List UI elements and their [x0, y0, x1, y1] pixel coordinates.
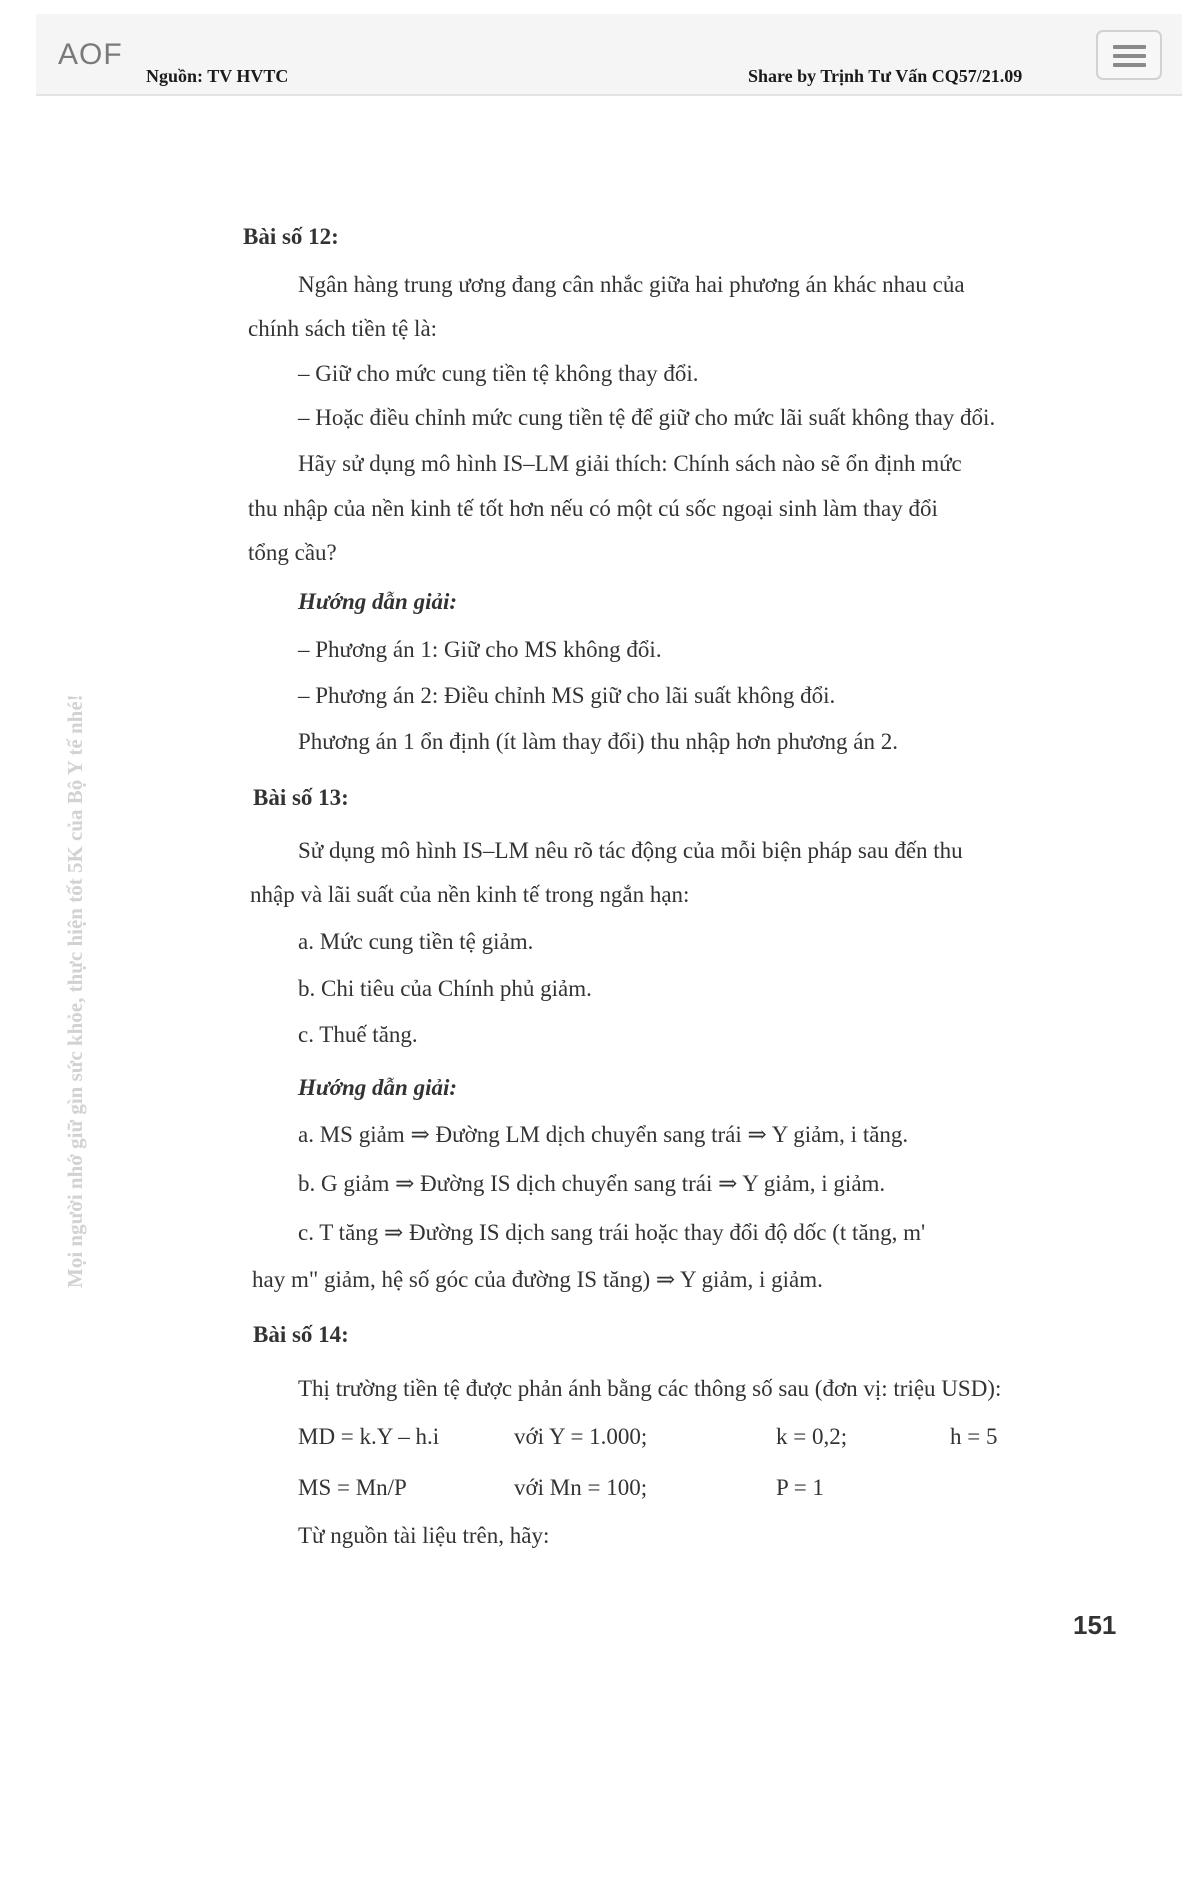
- formula-condition: h = 5: [950, 1424, 998, 1449]
- formula-condition: P = 1: [776, 1475, 824, 1500]
- option-line: – Giữ cho mức cung tiền tệ không thay đổi.: [298, 361, 699, 386]
- formula-condition: k = 0,2;: [776, 1424, 848, 1449]
- option-line: – Hoặc điều chỉnh mức cung tiền tệ để giữ cho mức lãi suất không thay đổi.: [298, 405, 996, 430]
- list-item: a. Mức cung tiền tệ giảm.: [298, 929, 534, 954]
- menu-bar-line: [1113, 63, 1146, 67]
- guide-heading: Hướng dẫn giải:: [298, 589, 458, 614]
- formula-condition: với Mn = 100;: [514, 1475, 648, 1500]
- list-item: c. Thuế tăng.: [298, 1022, 418, 1047]
- paragraph-line: Từ nguồn tài liệu trên, hãy:: [298, 1523, 550, 1548]
- guide-line: – Phương án 2: Điều chỉnh MS giữ cho lãi suất không đổi.: [298, 683, 836, 708]
- paragraph-line: chính sách tiền tệ là:: [248, 316, 438, 341]
- hamburger-menu-icon[interactable]: [1096, 30, 1162, 80]
- exercise-13-title: Bài số 13:: [253, 785, 349, 810]
- aof-logo[interactable]: AOF: [58, 38, 123, 71]
- side-watermark: Mọi người nhớ giữ gìn sức khỏe, thực hiện tốt 5K của Bộ Y tế nhé!: [63, 694, 87, 1288]
- paragraph-line: nhập và lãi suất của nền kinh tế trong ngắn hạn:: [250, 882, 690, 907]
- exercise-12-title: Bài số 12:: [243, 224, 339, 249]
- header-bar: [36, 14, 1182, 96]
- guide-line: a. MS giảm ⇒ Đường LM dịch chuyển sang trái ⇒ Y giảm, i tăng.: [298, 1122, 909, 1147]
- share-credit: Share by Trịnh Tư Vấn CQ57/21.09: [748, 66, 1023, 86]
- question-line: Hãy sử dụng mô hình IS–LM giải thích: Chính sách nào sẽ ổn định mức: [298, 451, 962, 476]
- paragraph-line: Ngân hàng trung ương đang cân nhắc giữa hai phương án khác nhau của: [298, 272, 965, 297]
- source-label: Nguồn: TV HVTC: [146, 66, 289, 86]
- guide-line: – Phương án 1: Giữ cho MS không đổi.: [298, 637, 662, 662]
- guide-line: c. T tăng ⇒ Đường IS dịch sang trái hoặc thay đổi độ dốc (t tăng, m': [298, 1220, 926, 1245]
- question-line: thu nhập của nền kinh tế tốt hơn nếu có một cú sốc ngoại sinh làm thay đổi: [248, 496, 938, 521]
- guide-line: b. G giảm ⇒ Đường IS dịch chuyển sang trái ⇒ Y giảm, i giảm.: [298, 1171, 886, 1196]
- page-number: 151: [1073, 1610, 1117, 1640]
- formula-condition: với Y = 1.000;: [514, 1424, 648, 1449]
- guide-line: hay m" giảm, hệ số góc của đường IS tăng) ⇒ Y giảm, i giảm.: [252, 1267, 823, 1292]
- menu-bar-line: [1113, 45, 1146, 49]
- menu-bar-line: [1113, 54, 1146, 58]
- formula-md: MD = k.Y – h.i: [298, 1424, 440, 1449]
- guide-heading: Hướng dẫn giải:: [298, 1075, 458, 1100]
- guide-line: Phương án 1 ổn định (ít làm thay đổi) thu nhập hơn phương án 2.: [298, 729, 898, 754]
- question-line: tổng cầu?: [248, 540, 337, 565]
- list-item: b. Chi tiêu của Chính phủ giảm.: [298, 976, 592, 1001]
- formula-ms: MS = Mn/P: [298, 1475, 407, 1500]
- paragraph-line: Thị trường tiền tệ được phản ánh bằng các thông số sau (đơn vị: triệu USD):: [298, 1376, 1002, 1401]
- paragraph-line: Sử dụng mô hình IS–LM nêu rõ tác động của mỗi biện pháp sau đến thu: [298, 838, 963, 863]
- exercise-14-title: Bài số 14:: [253, 1322, 349, 1347]
